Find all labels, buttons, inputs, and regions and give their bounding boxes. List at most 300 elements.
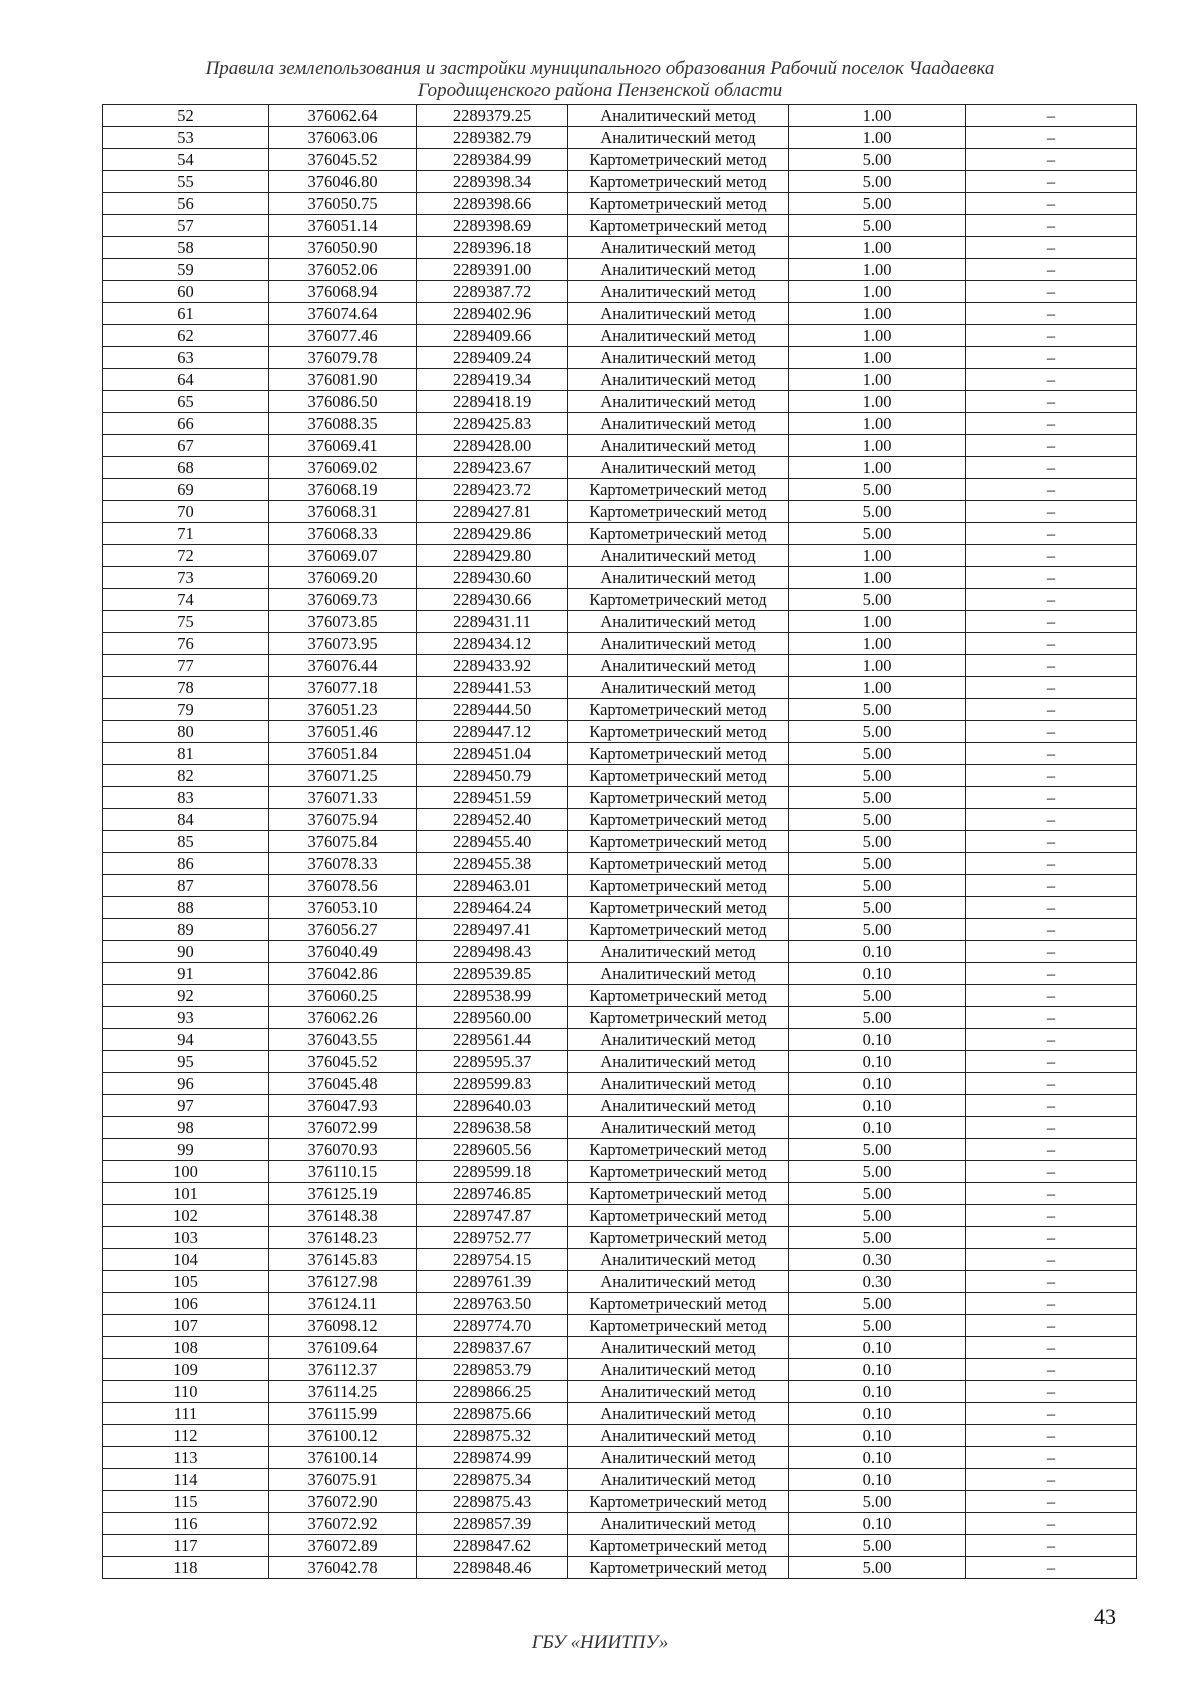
x-coordinate-cell: 376098.12 — [269, 1315, 417, 1337]
method-cell: Картометрический метод — [568, 743, 789, 765]
table-row — [103, 1447, 1137, 1469]
x-coordinate-cell: 376046.80 — [269, 171, 417, 193]
x-coordinate-cell: 376086.50 — [269, 391, 417, 413]
table-row — [103, 611, 1137, 633]
table-row — [103, 809, 1137, 831]
x-coordinate-cell: 376148.23 — [269, 1227, 417, 1249]
y-coordinate-cell: 2289428.00 — [417, 435, 568, 457]
point-number-cell: 88 — [103, 897, 269, 919]
note-cell: – — [966, 875, 1137, 897]
y-coordinate-cell: 2289875.66 — [417, 1403, 568, 1425]
method-cell: Аналитический метод — [568, 347, 789, 369]
table-row — [103, 919, 1137, 941]
note-cell: – — [966, 1161, 1137, 1183]
accuracy-cell: 0.10 — [789, 1029, 966, 1051]
point-number-cell: 58 — [103, 237, 269, 259]
point-number-cell: 60 — [103, 281, 269, 303]
x-coordinate-cell: 376069.07 — [269, 545, 417, 567]
table-row — [103, 479, 1137, 501]
y-coordinate-cell: 2289451.59 — [417, 787, 568, 809]
method-cell: Аналитический метод — [568, 259, 789, 281]
y-coordinate-cell: 2289441.53 — [417, 677, 568, 699]
table-row — [103, 875, 1137, 897]
note-cell: – — [966, 721, 1137, 743]
accuracy-cell: 0.30 — [789, 1249, 966, 1271]
table-row — [103, 1359, 1137, 1381]
method-cell: Картометрический метод — [568, 149, 789, 171]
y-coordinate-cell: 2289761.39 — [417, 1271, 568, 1293]
x-coordinate-cell: 376112.37 — [269, 1359, 417, 1381]
accuracy-cell: 1.00 — [789, 545, 966, 567]
accuracy-cell: 5.00 — [789, 1227, 966, 1249]
note-cell: – — [966, 1051, 1137, 1073]
point-number-cell: 62 — [103, 325, 269, 347]
note-cell: – — [966, 633, 1137, 655]
point-number-cell: 104 — [103, 1249, 269, 1271]
table-row — [103, 237, 1137, 259]
accuracy-cell: 0.10 — [789, 1337, 966, 1359]
x-coordinate-cell: 376069.73 — [269, 589, 417, 611]
x-coordinate-cell: 376069.20 — [269, 567, 417, 589]
point-number-cell: 80 — [103, 721, 269, 743]
note-cell: – — [966, 127, 1137, 149]
x-coordinate-cell: 376069.02 — [269, 457, 417, 479]
x-coordinate-cell: 376072.92 — [269, 1513, 417, 1535]
note-cell: – — [966, 545, 1137, 567]
method-cell: Картометрический метод — [568, 1007, 789, 1029]
x-coordinate-cell: 376052.06 — [269, 259, 417, 281]
y-coordinate-cell: 2289875.32 — [417, 1425, 568, 1447]
note-cell: – — [966, 567, 1137, 589]
note-cell: – — [966, 1513, 1137, 1535]
method-cell: Аналитический метод — [568, 413, 789, 435]
note-cell: – — [966, 1205, 1137, 1227]
point-number-cell: 82 — [103, 765, 269, 787]
x-coordinate-cell: 376068.31 — [269, 501, 417, 523]
method-cell: Картометрический метод — [568, 523, 789, 545]
method-cell: Картометрический метод — [568, 1535, 789, 1557]
table-row — [103, 765, 1137, 787]
method-cell: Аналитический метод — [568, 1513, 789, 1535]
y-coordinate-cell: 2289429.86 — [417, 523, 568, 545]
y-coordinate-cell: 2289451.04 — [417, 743, 568, 765]
x-coordinate-cell: 376071.25 — [269, 765, 417, 787]
point-number-cell: 64 — [103, 369, 269, 391]
accuracy-cell: 5.00 — [789, 831, 966, 853]
table-row — [103, 1249, 1137, 1271]
y-coordinate-cell: 2289419.34 — [417, 369, 568, 391]
point-number-cell: 53 — [103, 127, 269, 149]
note-cell: – — [966, 919, 1137, 941]
note-cell: – — [966, 985, 1137, 1007]
point-number-cell: 74 — [103, 589, 269, 611]
method-cell: Аналитический метод — [568, 105, 789, 127]
note-cell: – — [966, 787, 1137, 809]
x-coordinate-cell: 376062.26 — [269, 1007, 417, 1029]
accuracy-cell: 5.00 — [789, 1491, 966, 1513]
y-coordinate-cell: 2289398.69 — [417, 215, 568, 237]
note-cell: – — [966, 501, 1137, 523]
method-cell: Картометрический метод — [568, 985, 789, 1007]
table-row — [103, 105, 1137, 127]
note-cell: – — [966, 523, 1137, 545]
y-coordinate-cell: 2289498.43 — [417, 941, 568, 963]
point-number-cell: 68 — [103, 457, 269, 479]
point-number-cell: 73 — [103, 567, 269, 589]
note-cell: – — [966, 303, 1137, 325]
y-coordinate-cell: 2289640.03 — [417, 1095, 568, 1117]
x-coordinate-cell: 376100.12 — [269, 1425, 417, 1447]
y-coordinate-cell: 2289444.50 — [417, 699, 568, 721]
accuracy-cell: 0.10 — [789, 1381, 966, 1403]
method-cell: Аналитический метод — [568, 1447, 789, 1469]
method-cell: Картометрический метод — [568, 215, 789, 237]
table-row — [103, 1381, 1137, 1403]
table-row — [103, 391, 1137, 413]
x-coordinate-cell: 376051.84 — [269, 743, 417, 765]
note-cell: – — [966, 479, 1137, 501]
x-coordinate-cell: 376072.99 — [269, 1117, 417, 1139]
point-number-cell: 94 — [103, 1029, 269, 1051]
method-cell: Аналитический метод — [568, 369, 789, 391]
page-footer: ГБУ «НИИТПУ» — [531, 1632, 669, 1653]
y-coordinate-cell: 2289387.72 — [417, 281, 568, 303]
point-number-cell: 107 — [103, 1315, 269, 1337]
accuracy-cell: 1.00 — [789, 391, 966, 413]
accuracy-cell: 5.00 — [789, 897, 966, 919]
accuracy-cell: 5.00 — [789, 1007, 966, 1029]
header-line-2: Городищенского района Пензенской области — [417, 80, 783, 101]
point-number-cell: 70 — [103, 501, 269, 523]
y-coordinate-cell: 2289874.99 — [417, 1447, 568, 1469]
y-coordinate-cell: 2289450.79 — [417, 765, 568, 787]
y-coordinate-cell: 2289430.66 — [417, 589, 568, 611]
method-cell: Аналитический метод — [568, 237, 789, 259]
x-coordinate-cell: 376045.48 — [269, 1073, 417, 1095]
method-cell: Аналитический метод — [568, 1271, 789, 1293]
y-coordinate-cell: 2289452.40 — [417, 809, 568, 831]
accuracy-cell: 0.10 — [789, 1513, 966, 1535]
point-number-cell: 116 — [103, 1513, 269, 1535]
method-cell: Картометрический метод — [568, 897, 789, 919]
method-cell: Аналитический метод — [568, 1425, 789, 1447]
method-cell: Аналитический метод — [568, 655, 789, 677]
method-cell: Картометрический метод — [568, 1293, 789, 1315]
coordinates-table — [102, 104, 1137, 1579]
accuracy-cell: 5.00 — [789, 1161, 966, 1183]
x-coordinate-cell: 376081.90 — [269, 369, 417, 391]
accuracy-cell: 1.00 — [789, 567, 966, 589]
note-cell: – — [966, 1095, 1137, 1117]
accuracy-cell: 0.10 — [789, 1447, 966, 1469]
method-cell: Картометрический метод — [568, 1491, 789, 1513]
table-row — [103, 523, 1137, 545]
table-row — [103, 1205, 1137, 1227]
y-coordinate-cell: 2289747.87 — [417, 1205, 568, 1227]
x-coordinate-cell: 376078.33 — [269, 853, 417, 875]
note-cell: – — [966, 457, 1137, 479]
y-coordinate-cell: 2289875.34 — [417, 1469, 568, 1491]
accuracy-cell: 0.10 — [789, 941, 966, 963]
note-cell: – — [966, 655, 1137, 677]
note-cell: – — [966, 765, 1137, 787]
table-row — [103, 1183, 1137, 1205]
note-cell: – — [966, 1139, 1137, 1161]
x-coordinate-cell: 376050.75 — [269, 193, 417, 215]
point-number-cell: 63 — [103, 347, 269, 369]
accuracy-cell: 0.10 — [789, 1403, 966, 1425]
x-coordinate-cell: 376042.86 — [269, 963, 417, 985]
y-coordinate-cell: 2289379.25 — [417, 105, 568, 127]
table-row — [103, 699, 1137, 721]
y-coordinate-cell: 2289398.34 — [417, 171, 568, 193]
y-coordinate-cell: 2289754.15 — [417, 1249, 568, 1271]
x-coordinate-cell: 376077.18 — [269, 677, 417, 699]
method-cell: Аналитический метод — [568, 1117, 789, 1139]
accuracy-cell: 1.00 — [789, 611, 966, 633]
point-number-cell: 96 — [103, 1073, 269, 1095]
table-row — [103, 1315, 1137, 1337]
accuracy-cell: 1.00 — [789, 435, 966, 457]
y-coordinate-cell: 2289746.85 — [417, 1183, 568, 1205]
accuracy-cell: 5.00 — [789, 765, 966, 787]
x-coordinate-cell: 376077.46 — [269, 325, 417, 347]
method-cell: Картометрический метод — [568, 1227, 789, 1249]
accuracy-cell: 0.10 — [789, 1469, 966, 1491]
note-cell: – — [966, 1073, 1137, 1095]
note-cell: – — [966, 149, 1137, 171]
note-cell: – — [966, 1337, 1137, 1359]
y-coordinate-cell: 2289398.66 — [417, 193, 568, 215]
table-row — [103, 1095, 1137, 1117]
point-number-cell: 57 — [103, 215, 269, 237]
accuracy-cell: 0.10 — [789, 1425, 966, 1447]
point-number-cell: 81 — [103, 743, 269, 765]
accuracy-cell: 0.30 — [789, 1271, 966, 1293]
method-cell: Аналитический метод — [568, 391, 789, 413]
y-coordinate-cell: 2289434.12 — [417, 633, 568, 655]
table-row — [103, 325, 1137, 347]
point-number-cell: 76 — [103, 633, 269, 655]
point-number-cell: 66 — [103, 413, 269, 435]
point-number-cell: 118 — [103, 1557, 269, 1579]
table-row — [103, 897, 1137, 919]
note-cell: – — [966, 413, 1137, 435]
point-number-cell: 92 — [103, 985, 269, 1007]
y-coordinate-cell: 2289848.46 — [417, 1557, 568, 1579]
y-coordinate-cell: 2289561.44 — [417, 1029, 568, 1051]
x-coordinate-cell: 376071.33 — [269, 787, 417, 809]
method-cell: Картометрический метод — [568, 831, 789, 853]
accuracy-cell: 5.00 — [789, 479, 966, 501]
method-cell: Аналитический метод — [568, 457, 789, 479]
x-coordinate-cell: 376115.99 — [269, 1403, 417, 1425]
note-cell: – — [966, 1315, 1137, 1337]
point-number-cell: 102 — [103, 1205, 269, 1227]
y-coordinate-cell: 2289455.38 — [417, 853, 568, 875]
note-cell: – — [966, 1447, 1137, 1469]
y-coordinate-cell: 2289752.77 — [417, 1227, 568, 1249]
table-row — [103, 1491, 1137, 1513]
method-cell: Аналитический метод — [568, 1337, 789, 1359]
table-row — [103, 347, 1137, 369]
point-number-cell: 52 — [103, 105, 269, 127]
page-header — [0, 58, 1200, 102]
note-cell: – — [966, 1557, 1137, 1579]
method-cell: Аналитический метод — [568, 1359, 789, 1381]
accuracy-cell: 5.00 — [789, 1315, 966, 1337]
point-number-cell: 93 — [103, 1007, 269, 1029]
table-row — [103, 721, 1137, 743]
y-coordinate-cell: 2289875.43 — [417, 1491, 568, 1513]
x-coordinate-cell: 376074.64 — [269, 303, 417, 325]
note-cell: – — [966, 391, 1137, 413]
table-row — [103, 985, 1137, 1007]
method-cell: Аналитический метод — [568, 303, 789, 325]
x-coordinate-cell: 376070.93 — [269, 1139, 417, 1161]
point-number-cell: 97 — [103, 1095, 269, 1117]
x-coordinate-cell: 376063.06 — [269, 127, 417, 149]
y-coordinate-cell: 2289857.39 — [417, 1513, 568, 1535]
x-coordinate-cell: 376073.95 — [269, 633, 417, 655]
x-coordinate-cell: 376075.91 — [269, 1469, 417, 1491]
note-cell: – — [966, 215, 1137, 237]
accuracy-cell: 0.10 — [789, 1073, 966, 1095]
note-cell: – — [966, 1227, 1137, 1249]
point-number-cell: 91 — [103, 963, 269, 985]
note-cell: – — [966, 963, 1137, 985]
page-number: 43 — [1094, 1604, 1116, 1629]
point-number-cell: 111 — [103, 1403, 269, 1425]
y-coordinate-cell: 2289409.24 — [417, 347, 568, 369]
note-cell: – — [966, 369, 1137, 391]
accuracy-cell: 1.00 — [789, 633, 966, 655]
point-number-cell: 117 — [103, 1535, 269, 1557]
method-cell: Картометрический метод — [568, 1315, 789, 1337]
table-row — [103, 633, 1137, 655]
note-cell: – — [966, 941, 1137, 963]
x-coordinate-cell: 376072.90 — [269, 1491, 417, 1513]
point-number-cell: 86 — [103, 853, 269, 875]
table-row — [103, 1051, 1137, 1073]
accuracy-cell: 5.00 — [789, 1535, 966, 1557]
table-row — [103, 831, 1137, 853]
y-coordinate-cell: 2289538.99 — [417, 985, 568, 1007]
y-coordinate-cell: 2289425.83 — [417, 413, 568, 435]
accuracy-cell: 1.00 — [789, 369, 966, 391]
accuracy-cell: 5.00 — [789, 1557, 966, 1579]
method-cell: Картометрический метод — [568, 589, 789, 611]
table-row — [103, 655, 1137, 677]
x-coordinate-cell: 376068.19 — [269, 479, 417, 501]
x-coordinate-cell: 376076.44 — [269, 655, 417, 677]
accuracy-cell: 5.00 — [789, 743, 966, 765]
table-row — [103, 1469, 1137, 1491]
table-row — [103, 457, 1137, 479]
table-row — [103, 941, 1137, 963]
note-cell: – — [966, 1535, 1137, 1557]
accuracy-cell: 5.00 — [789, 501, 966, 523]
x-coordinate-cell: 376045.52 — [269, 149, 417, 171]
accuracy-cell: 5.00 — [789, 215, 966, 237]
y-coordinate-cell: 2289423.67 — [417, 457, 568, 479]
note-cell: – — [966, 831, 1137, 853]
method-cell: Картометрический метод — [568, 1183, 789, 1205]
y-coordinate-cell: 2289774.70 — [417, 1315, 568, 1337]
note-cell: – — [966, 1359, 1137, 1381]
point-number-cell: 90 — [103, 941, 269, 963]
note-cell: – — [966, 281, 1137, 303]
accuracy-cell: 1.00 — [789, 281, 966, 303]
x-coordinate-cell: 376040.49 — [269, 941, 417, 963]
method-cell: Аналитический метод — [568, 1403, 789, 1425]
table-row — [103, 1513, 1137, 1535]
method-cell: Аналитический метод — [568, 435, 789, 457]
table-row — [103, 1557, 1137, 1579]
table-row — [103, 853, 1137, 875]
table-row — [103, 435, 1137, 457]
x-coordinate-cell: 376145.83 — [269, 1249, 417, 1271]
point-number-cell: 87 — [103, 875, 269, 897]
method-cell: Аналитический метод — [568, 941, 789, 963]
note-cell: – — [966, 1117, 1137, 1139]
accuracy-cell: 1.00 — [789, 105, 966, 127]
x-coordinate-cell: 376088.35 — [269, 413, 417, 435]
x-coordinate-cell: 376072.89 — [269, 1535, 417, 1557]
y-coordinate-cell: 2289866.25 — [417, 1381, 568, 1403]
point-number-cell: 84 — [103, 809, 269, 831]
method-cell: Картометрический метод — [568, 765, 789, 787]
table-row — [103, 545, 1137, 567]
x-coordinate-cell: 376109.64 — [269, 1337, 417, 1359]
point-number-cell: 77 — [103, 655, 269, 677]
point-number-cell: 101 — [103, 1183, 269, 1205]
method-cell: Аналитический метод — [568, 545, 789, 567]
table-row — [103, 413, 1137, 435]
note-cell: – — [966, 259, 1137, 281]
x-coordinate-cell: 376053.10 — [269, 897, 417, 919]
note-cell: – — [966, 677, 1137, 699]
point-number-cell: 89 — [103, 919, 269, 941]
x-coordinate-cell: 376050.90 — [269, 237, 417, 259]
note-cell: – — [966, 1183, 1137, 1205]
x-coordinate-cell: 376068.94 — [269, 281, 417, 303]
x-coordinate-cell: 376056.27 — [269, 919, 417, 941]
y-coordinate-cell: 2289429.80 — [417, 545, 568, 567]
point-number-cell: 98 — [103, 1117, 269, 1139]
method-cell: Аналитический метод — [568, 325, 789, 347]
accuracy-cell: 1.00 — [789, 457, 966, 479]
note-cell: – — [966, 1029, 1137, 1051]
point-number-cell: 55 — [103, 171, 269, 193]
accuracy-cell: 1.00 — [789, 303, 966, 325]
note-cell: – — [966, 699, 1137, 721]
method-cell: Картометрический метод — [568, 1557, 789, 1579]
point-number-cell: 114 — [103, 1469, 269, 1491]
y-coordinate-cell: 2289455.40 — [417, 831, 568, 853]
y-coordinate-cell: 2289382.79 — [417, 127, 568, 149]
table-row — [103, 1271, 1137, 1293]
note-cell: – — [966, 435, 1137, 457]
note-cell: – — [966, 1425, 1137, 1447]
note-cell: – — [966, 589, 1137, 611]
y-coordinate-cell: 2289853.79 — [417, 1359, 568, 1381]
note-cell: – — [966, 1271, 1137, 1293]
x-coordinate-cell: 376060.25 — [269, 985, 417, 1007]
table-row — [103, 259, 1137, 281]
note-cell: – — [966, 1381, 1137, 1403]
note-cell: – — [966, 897, 1137, 919]
